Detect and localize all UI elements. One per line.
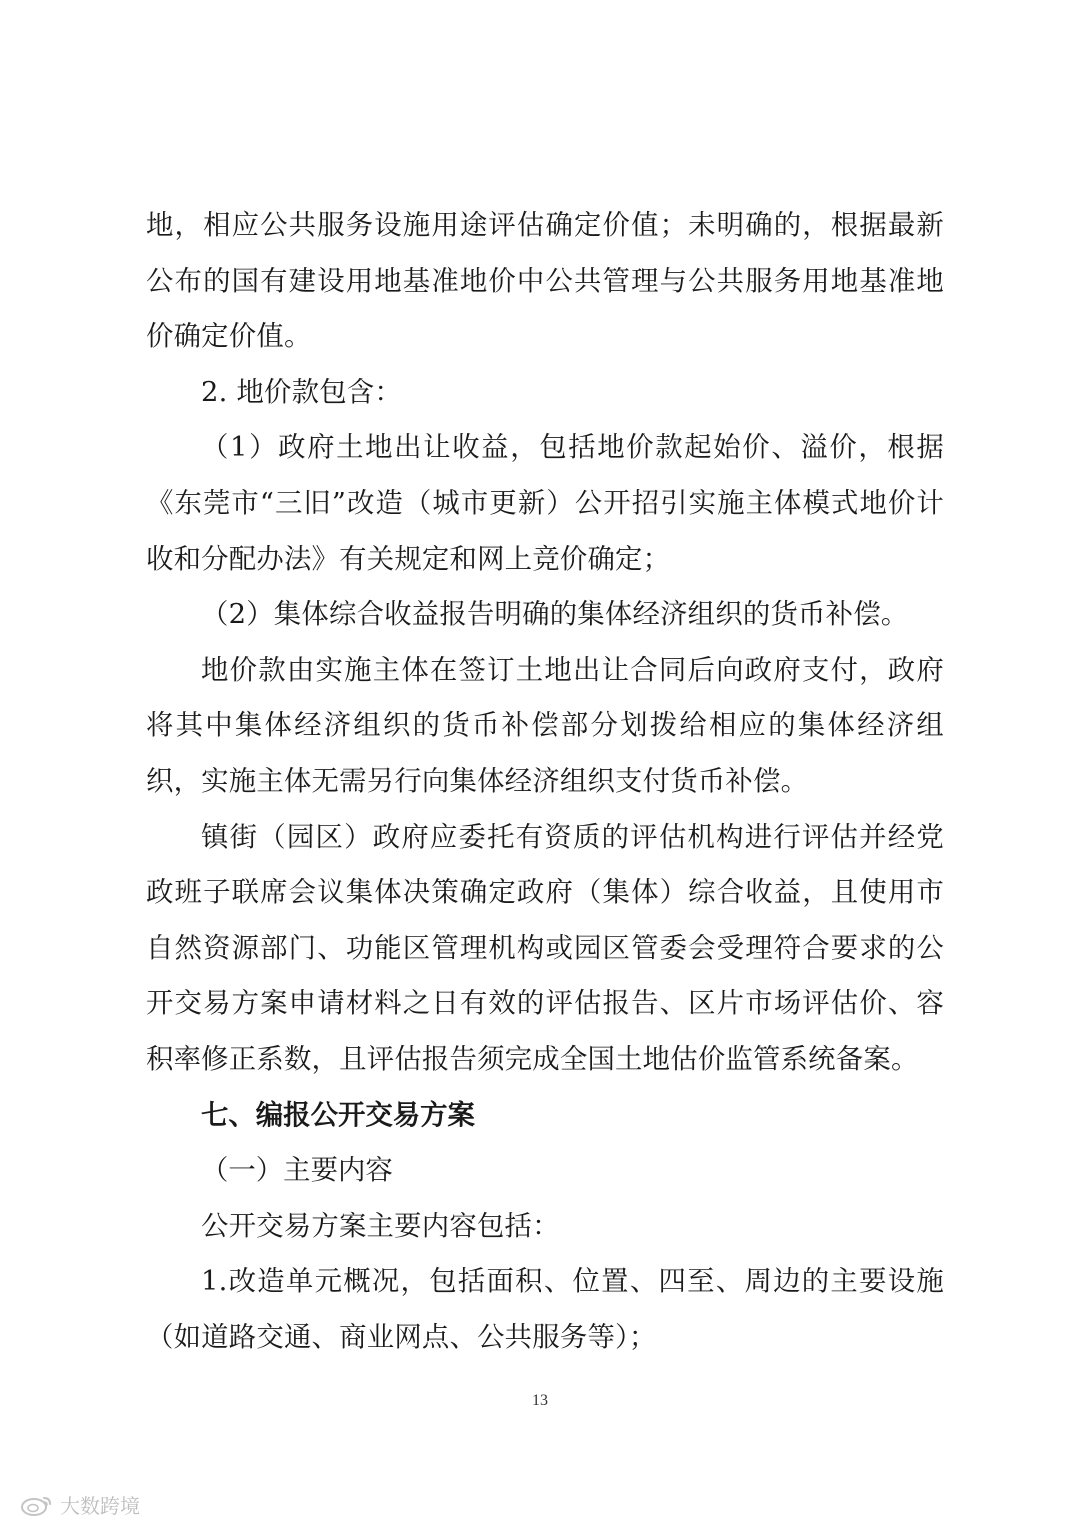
watermark-text: 大数跨境 <box>60 1494 140 1518</box>
paragraph-payment: 地价款由实施主体在签订土地出让合同后向政府支付，政府将其中集体经济组织的货币补偿部分划拨给相应的集体经济组织，实施主体无需另行向集体经济组织支付货币补偿。 <box>146 654 944 797</box>
watermark <box>20 1490 140 1519</box>
weibo-logo-icon <box>20 1494 54 1516</box>
section-heading: 七、编报公开交易方案 <box>201 1098 475 1131</box>
paragraph-item-2: （2）集体综合收益报告明确的集体经济组织的货币补偿。 <box>201 599 909 631</box>
paragraph-continuation: 地，相应公共服务设施用途评估确定价值；未明确的，根据最新公布的国有建设用地基准地价中公共管理与公共服务用地基准地价确定价值。 <box>146 210 944 353</box>
paragraph-unit-overview: 1.改造单元概况，包括面积、位置、四至、周边的主要设施（如道路交通、商业网点、公共服务等）； <box>146 1266 944 1353</box>
page-number: 13 <box>532 1392 548 1409</box>
subsection-heading: （一）主要内容 <box>201 1155 393 1187</box>
document-body <box>146 198 944 1365</box>
paragraph-land-price-includes: 2. 地价款包含： <box>201 376 402 408</box>
paragraph-item-1: （1）政府土地出让收益，包括地价款起始价、溢价，根据《东莞市“三旧”改造（城市更新）公开招引实施主体模式地价计收和分配办法》有关规定和网上竞价确定； <box>146 432 944 575</box>
paragraph-evaluation: 镇街（园区）政府应委托有资质的评估机构进行评估并经党政班子联席会议集体决策确定政府（集体）综合收益，且使用市自然资源部门、功能区管理机构或园区管委会受理符合要求的公开交易方案申请材料之日有效的评估报告、区片市场评估价、容积率修正系数，且评估报告须完成全国土地估价监管系统备案。 <box>146 821 944 1075</box>
paragraph-main-content: 公开交易方案主要内容包括： <box>201 1210 560 1242</box>
